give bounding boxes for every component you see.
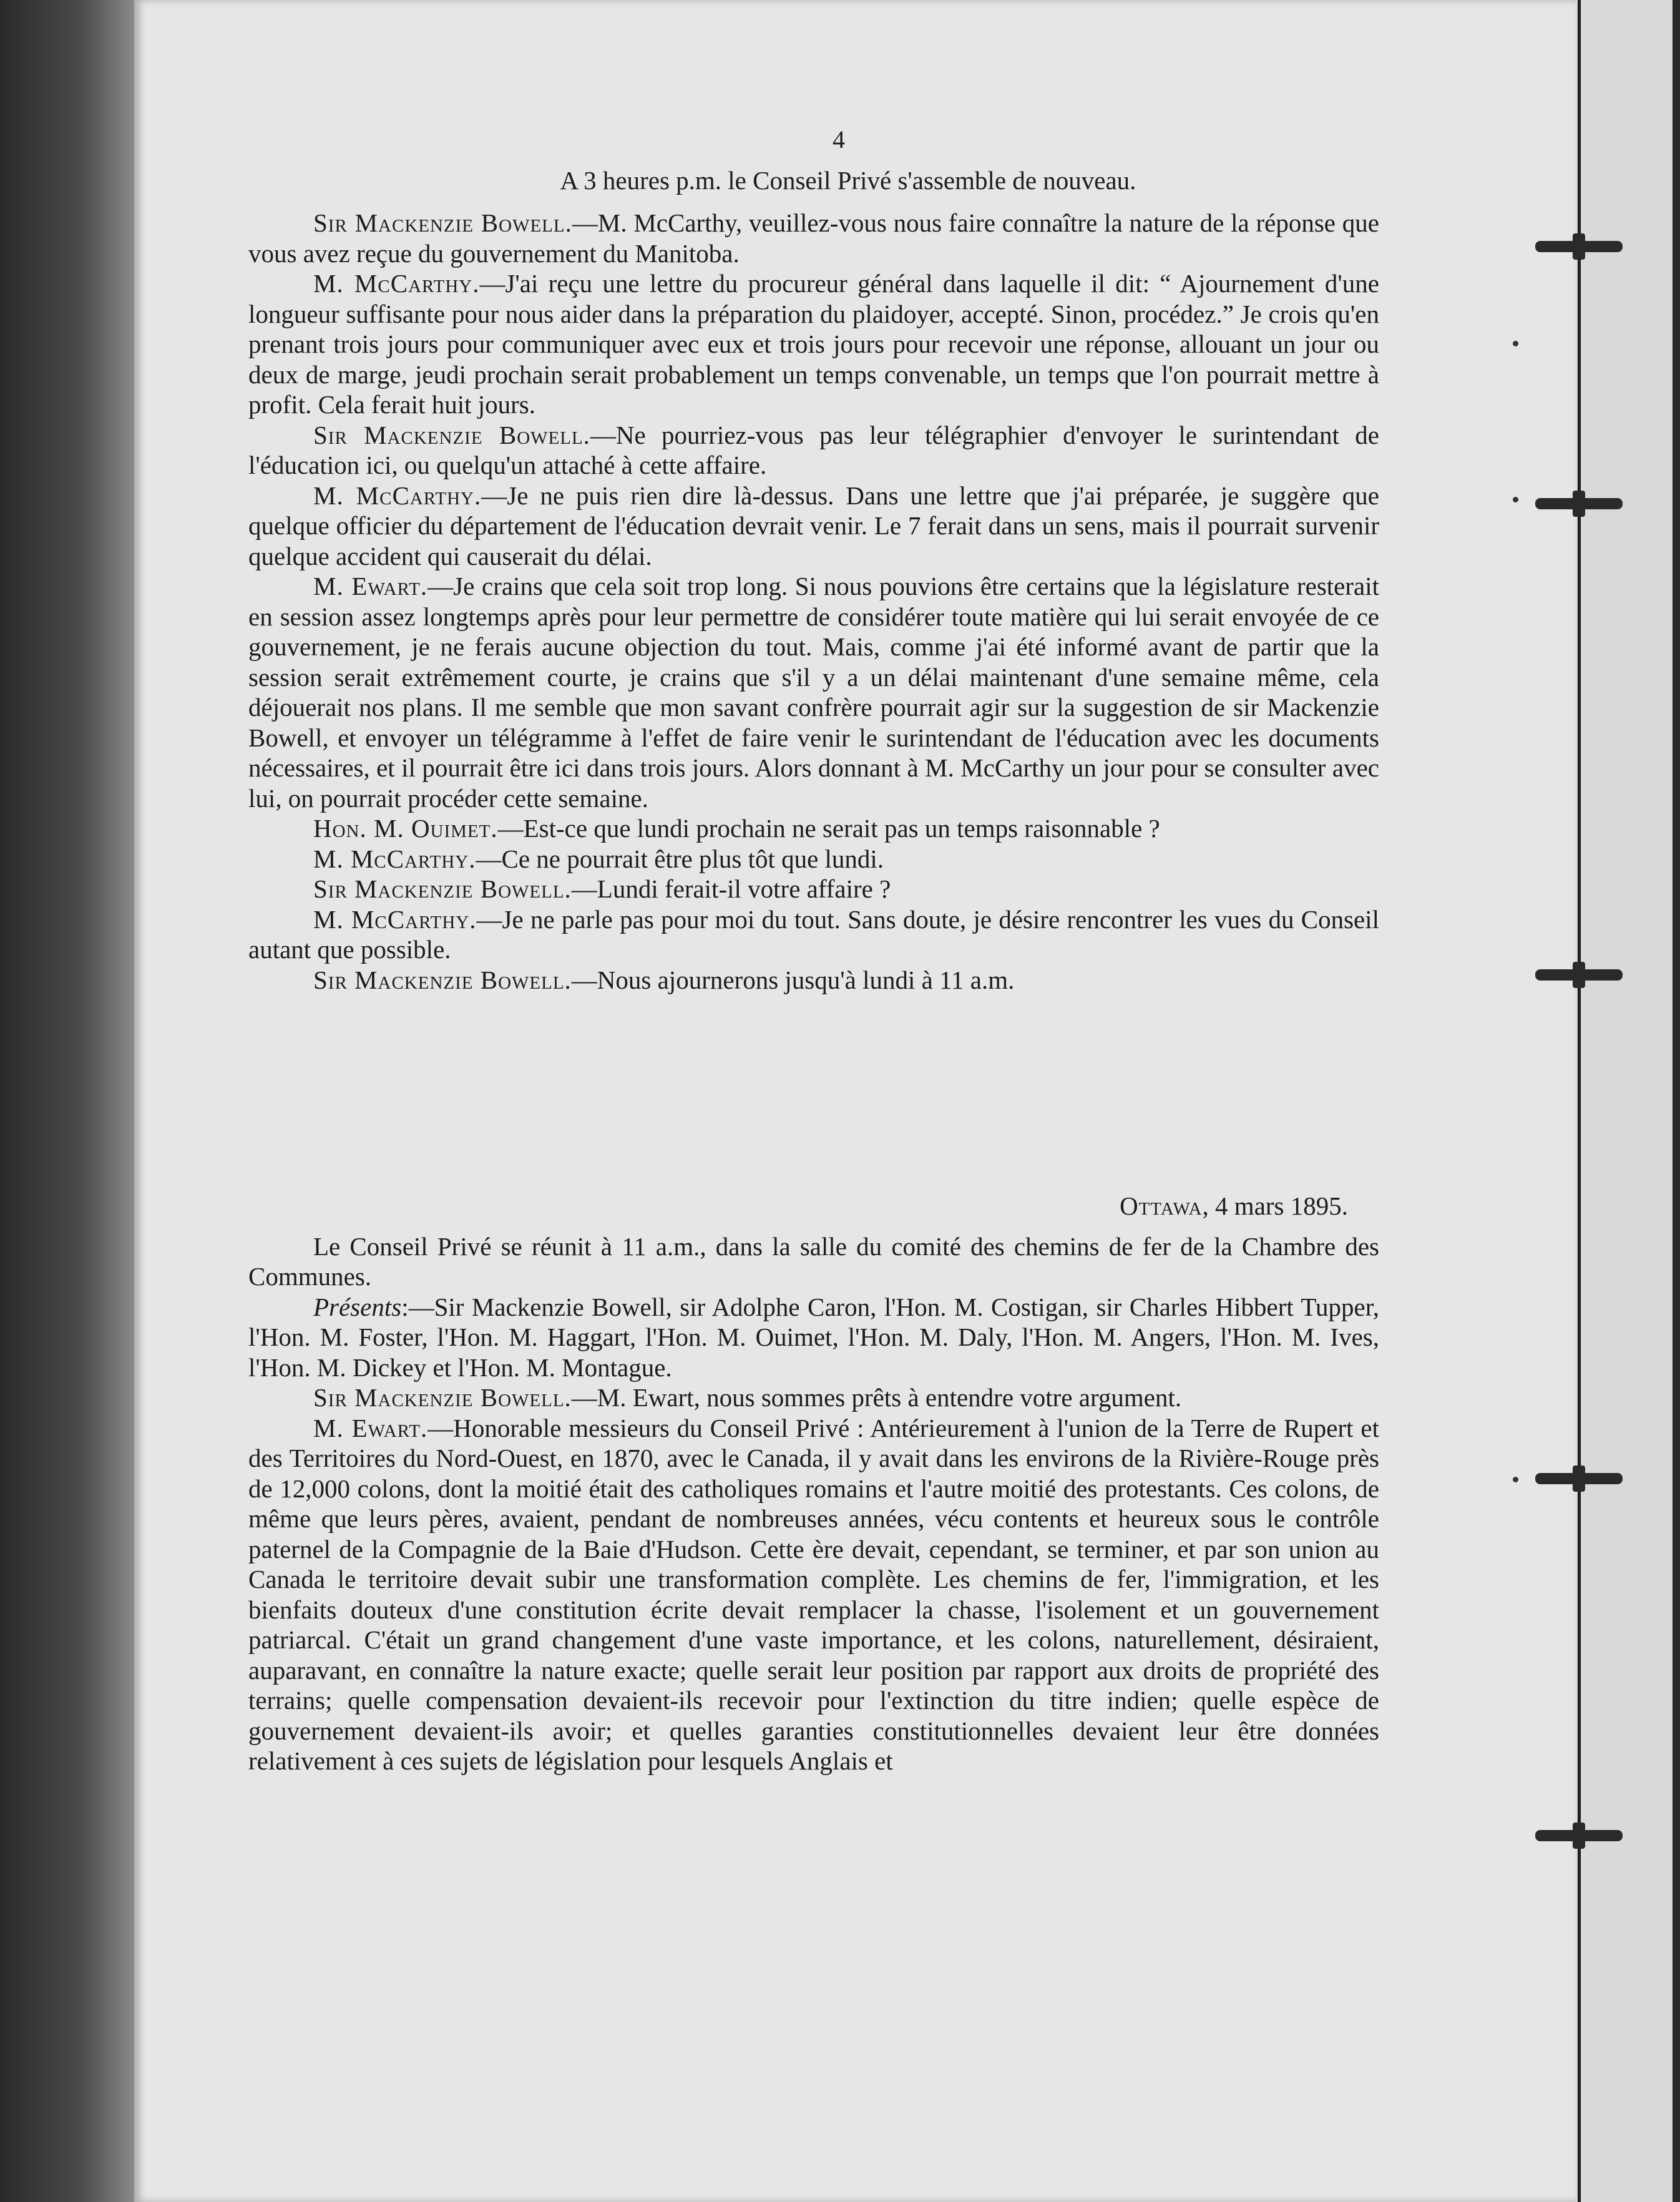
page-number: 4 <box>833 125 845 154</box>
dateline-date: , 4 mars 1895. <box>1202 1192 1348 1220</box>
speaker-name: Sir Mackenzie Bowell. <box>313 965 572 994</box>
speech-paragraph <box>248 813 1379 844</box>
speech-paragraph <box>248 571 1379 813</box>
speaker-name: M. Ewart. <box>313 1413 428 1442</box>
binding-clip <box>1535 241 1623 252</box>
speech-text: —Je crains que cela soit trop long. Si nous pouvions être certains que la législature resterait en session assez longtemps après pour leur permettre de considérer toute matière qui lui serait envoyée de ce gouvernement, je ne ferais aucune objection du tout. Mais, comme j'ai été informé avant de partir que la session serait extrêmement courte, je crains que s'il y a un délai maintenant d'une semaine même, cela déjouerait nos plans. Il me semble que mon savant confrère pourrait agir sur la suggestion de sir Mackenzie Bowell, et envoyer un télégramme à l'effet de faire venir le surintendant de l'éducation avec les documents nécessaires, et il pourrait être ici dans trois jours. Alors donnant à M. McCarthy un jour pour se consulter avec lui, on pourrait procéder cette semaine. <box>248 572 1380 813</box>
punch-dot <box>1513 341 1518 346</box>
speech-paragraph <box>248 208 1379 268</box>
speech-paragraph <box>248 420 1379 481</box>
meeting-paragraph: Le Conseil Privé se réunit à 11 a.m., dans la salle du comité des chemins de fer de la Chambre des Communes. <box>248 1231 1379 1291</box>
speaker-name: M. McCarthy. <box>313 904 477 934</box>
speech-text: —Ne pourriez-vous pas leur télégraphier d'envoyer le surintendant de l'éducation ici, ou quelqu'un attaché à cette affaire. <box>248 420 1379 479</box>
speech-text: —Je ne puis rien dire là-dessus. Dans une lettre que j'ai préparée, je suggère que quelque officier du département de l'éducation devrait venir. Le 7 ferait dans un sens, mais il pourrait survenir quelque accident qui causerait du délai. <box>248 481 1380 570</box>
speech-text: —J'ai reçu une lettre du procureur général dans laquelle il dit: “ Ajournement d'une longueur suffisante pour nous aider dans la préparation du plaidoyer, accepté. Sinon, procédez.” Je crois qu'en prenant trois jours pour communiquer avec eux et trois jours pour recevoir une réponse, allouant un jour ou deux de marge, jeudi prochain serait probablement un temps convenable, un temps que l'on pourrait mettre à profit. Cela ferait huit jours. <box>248 269 1379 419</box>
speech-text: —Est-ce que lundi prochain ne serait pas un temps raisonnable ? <box>497 814 1160 843</box>
speech-paragraph <box>248 1382 1379 1413</box>
session-transcript <box>248 208 1379 995</box>
speech-text: —Je ne parle pas pour moi du tout. Sans doute, je désire rencontrer les vues du Conseil autant que possible. <box>248 904 1379 964</box>
speech-paragraph <box>248 481 1379 572</box>
speaker-name: Hon. M. Ouimet. <box>313 814 498 843</box>
speech-paragraph <box>248 874 1379 904</box>
binding-clip <box>1535 1473 1623 1484</box>
speech-text: —Lundi ferait-il votre affaire ? <box>571 874 891 903</box>
presents-label: Présents <box>313 1292 402 1321</box>
speaker-name: M. McCarthy. <box>313 481 482 510</box>
speech-paragraph <box>248 1413 1379 1776</box>
scan-left-margin <box>0 0 134 2202</box>
presents-paragraph <box>248 1292 1379 1383</box>
binding-line <box>1578 0 1581 2202</box>
binding-edge <box>1673 0 1680 2202</box>
speech-paragraph <box>248 904 1379 965</box>
dateline-city: Ottawa <box>1120 1192 1203 1220</box>
speech-text: —Ce ne pourrait être plus tôt que lundi. <box>476 844 884 873</box>
speech-text: —M. Ewart, nous sommes prêts à entendre votre argument. <box>571 1383 1182 1412</box>
punch-dot <box>1513 1477 1518 1482</box>
binding-clip <box>1535 1830 1623 1841</box>
speaker-name: Sir Mackenzie Bowell. <box>313 874 572 903</box>
presents-list: :—Sir Mackenzie Bowell, sir Adolphe Caron, l'Hon. M. Costigan, sir Charles Hibbert Tupper, l'Hon. M. Foster, l'Hon. M. Haggart, l'Hon. M. Ouimet, l'Hon. M. Daly, l'Hon. M. Angers, l'Hon. M. Ives, l'Hon. M. Dickey et l'Hon. M. Montague. <box>248 1292 1379 1382</box>
binding-clip <box>1535 969 1623 981</box>
speaker-name: Sir Mackenzie Bowell. <box>313 1383 572 1412</box>
speech-paragraph <box>248 965 1379 996</box>
binding-clip <box>1535 498 1623 509</box>
speech-text: —M. McCarthy, veuillez-vous nous faire connaître la nature de la réponse que vous avez reçue du gouvernement du Manitoba. <box>248 208 1379 268</box>
speaker-name: Sir Mackenzie Bowell. <box>313 420 590 449</box>
dateline <box>248 1191 1379 1221</box>
speech-text: —Honorable messieurs du Conseil Privé : Antérieurement à l'union de la Terre de Rupert et des Territoires du Nord-Ouest, en 1870, avec le Canada, il y avait dans les environs de la Rivière-Rouge près de 12,000 colons, dont la moitié était des catholiques romains et l'autre moitié des protestants. Ces colons, de même que leurs pères, avaient, pendant de nombreuses années, vécu contents et heureux sous le contrôle paternel de la Compagnie de la Baie d'Hudson. Cette ère devait, cependant, se terminer, et par son union au Canada le territoire devait subir une transformation complète. Les chemins de fer, l'immigration, et les bienfaits douteux d'une constitution écrite devait remplacer la chasse, l'isolement et un gouvernement patriarcal. C'était un grand changement d'une vaste importance, et les colons, naturellement, désiraient, auparavant, en connaître la nature exacte; quelle serait leur position par rapport aux droits de propriété des terrains; quelle compensation devaient-ils recevoir pour l'extinction du titre indien; quelle espèce de gouvernement devaient-ils avoir; et quelles garanties constitutionnelles devaient leur être données relativement à ces sujets de législation pour lesquels Anglais et <box>248 1413 1379 1775</box>
speech-text: —Nous ajournerons jusqu'à lundi à 11 a.m. <box>571 965 1015 994</box>
speech-paragraph <box>248 268 1379 420</box>
session-heading: A 3 heures p.m. le Conseil Privé s'assemble de nouveau. <box>560 165 1136 195</box>
argument-transcript <box>248 1382 1379 1776</box>
binding-strip <box>1576 0 1680 2202</box>
speaker-name: M. McCarthy. <box>313 844 476 873</box>
document-text <box>248 125 1379 1776</box>
speaker-name: M. Ewart. <box>313 572 428 600</box>
punch-dot <box>1513 497 1518 502</box>
speaker-name: Sir Mackenzie Bowell. <box>313 208 572 237</box>
speaker-name: M. McCarthy. <box>313 269 480 298</box>
speech-paragraph <box>248 844 1379 874</box>
